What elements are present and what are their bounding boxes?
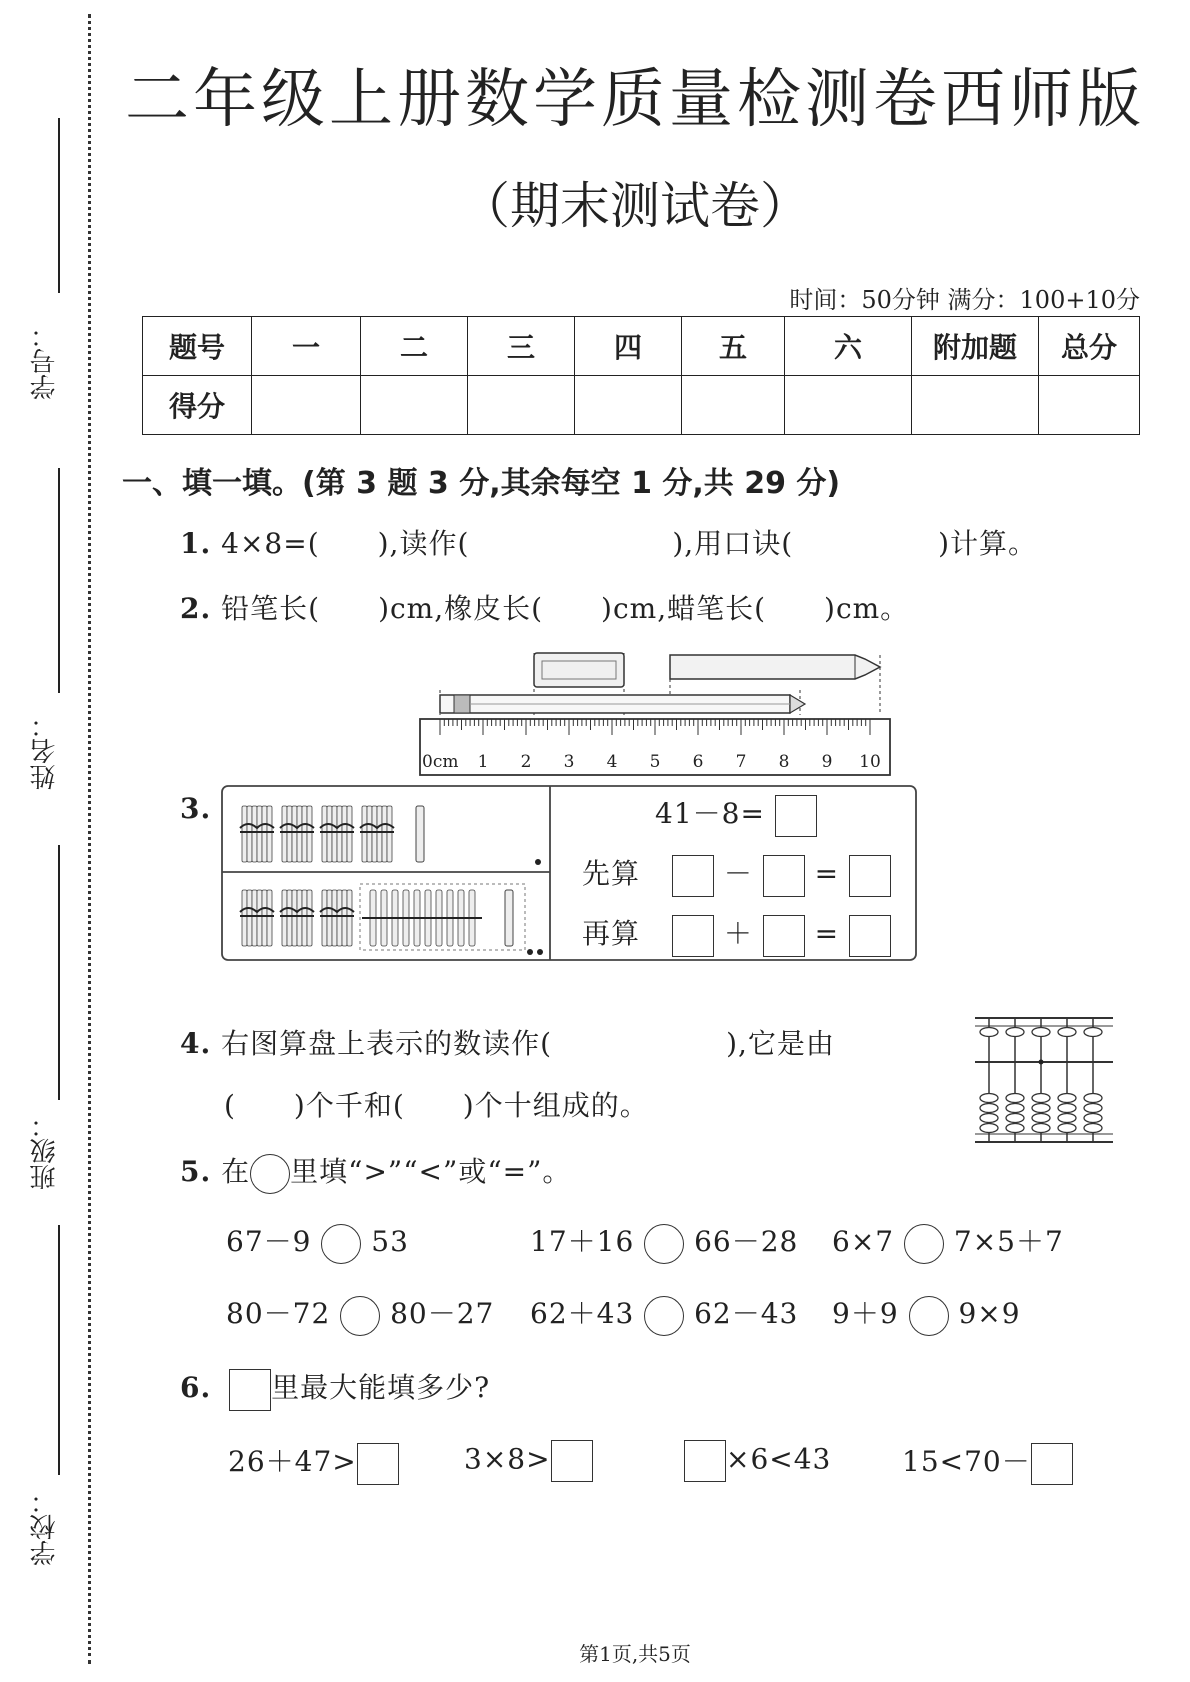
score-cell[interactable] (575, 376, 682, 435)
score-header-cell: 三 (468, 317, 575, 376)
question-3-number: 3. (180, 792, 212, 825)
score-cell[interactable] (1039, 376, 1140, 435)
ruler-tick-label: 10 (859, 752, 881, 772)
abacus-bead (1084, 1028, 1102, 1037)
question-2 (180, 587, 909, 627)
eraser (534, 653, 624, 687)
q5-right-expr: 53 (371, 1225, 409, 1258)
ruler-tick-label: 4 (606, 752, 618, 772)
q5-right-expr: 66－28 (694, 1225, 799, 1258)
score-cell[interactable] (252, 376, 361, 435)
abacus-bead (980, 1094, 998, 1103)
answer-box[interactable] (763, 855, 805, 897)
compare-circle[interactable] (321, 1224, 361, 1264)
question-text: 4×8=( ),读作( ),用口诀( )计算。 (221, 527, 1038, 560)
stick-bundle (320, 806, 354, 862)
school-label: 学校： (30, 1488, 60, 1566)
section-heading: 一、填一填。(第 3 题 3 分,其余每空 1 分,共 29 分) (122, 466, 841, 501)
crayon (670, 655, 880, 679)
score-header-cell: 六 (785, 317, 912, 376)
q3-step1-label: 先算 (582, 857, 641, 890)
q6-pre: 15<70－ (902, 1445, 1031, 1478)
q3-step2 (582, 912, 891, 957)
q5-right-expr: 80－27 (390, 1297, 495, 1330)
page-title: 二年级上册数学质量检测卷西师版 (125, 63, 1145, 137)
circle-symbol (250, 1154, 290, 1194)
q5-left-expr: 17＋16 (530, 1225, 635, 1258)
abacus-bead (1006, 1028, 1024, 1037)
q5-instr-post: 里填“>”“<”或“=”。 (290, 1155, 572, 1188)
abacus-bead (1084, 1124, 1102, 1133)
abacus-bead (1084, 1104, 1102, 1113)
q5-item (226, 1220, 409, 1264)
q3-equation (655, 792, 817, 837)
q5-item (226, 1292, 494, 1336)
score-table-score-row (143, 376, 1140, 435)
ruler-tick-label: 5 (649, 752, 661, 772)
question-text: 右图算盘上表示的数读作( ),它是由 (221, 1027, 835, 1060)
answer-box[interactable] (357, 1443, 399, 1485)
equals-sign: = (814, 917, 840, 950)
q3-step1 (582, 852, 891, 897)
compare-circle[interactable] (904, 1224, 944, 1264)
class-line (58, 845, 60, 1100)
abacus-bead (1032, 1094, 1050, 1103)
time-info: 时间：50分钟 满分：100+10分 (789, 286, 1140, 314)
answer-box[interactable] (763, 915, 805, 957)
ruler-tick-label: 8 (778, 752, 790, 772)
ruler-tick-label: 2 (520, 752, 532, 772)
score-table (142, 316, 1140, 435)
question-number: 5. (180, 1155, 212, 1188)
compare-circle[interactable] (909, 1296, 949, 1336)
q6-item (902, 1440, 1073, 1485)
binding-dotted-line (88, 14, 91, 1664)
q5-right-expr: 7×5＋7 (953, 1225, 1064, 1258)
score-cell[interactable] (468, 376, 575, 435)
q5-left-expr: 6×7 (832, 1225, 895, 1258)
score-cell[interactable] (361, 376, 468, 435)
q6-item (684, 1440, 831, 1482)
abacus-bead (1058, 1104, 1076, 1113)
score-header-cell: 二 (361, 317, 468, 376)
box-symbol (229, 1369, 271, 1411)
stick-bundle (280, 806, 314, 862)
q5-left-expr: 9＋9 (832, 1297, 899, 1330)
score-header-cell: 五 (682, 317, 785, 376)
abacus-bead (1032, 1104, 1050, 1113)
abacus-bead (1006, 1104, 1024, 1113)
question-text: 铅笔长( )cm,橡皮长( )cm,蜡笔长( )cm。 (221, 592, 910, 625)
q5-right-expr: 62－43 (694, 1297, 799, 1330)
abacus-bead (1032, 1124, 1050, 1133)
abacus-bead (1058, 1094, 1076, 1103)
ruler-illustration (410, 645, 900, 780)
school-line (58, 1225, 60, 1475)
score-cell[interactable] (785, 376, 912, 435)
question-6 (180, 1366, 490, 1411)
stick-bundle (280, 890, 314, 946)
answer-box[interactable] (672, 855, 714, 897)
q5-right-expr: 9×9 (958, 1297, 1021, 1330)
stick-bundles-bottom (240, 890, 354, 946)
abacus-bead (1032, 1114, 1050, 1123)
stick-bundle (240, 806, 274, 862)
loose-stick (505, 890, 513, 946)
abacus-bead (1084, 1094, 1102, 1103)
q6-post: ×6<43 (726, 1442, 832, 1476)
abacus-bead (1058, 1114, 1076, 1123)
ruler-start-label: 0cm (422, 752, 459, 772)
ruler-tick-label: 3 (563, 752, 575, 772)
score-header-cell: 四 (575, 317, 682, 376)
q6-instr: 里最大能填多少? (271, 1371, 491, 1404)
student-id-label: 学号： (30, 322, 60, 400)
q5-item (832, 1220, 1064, 1264)
q5-item (832, 1292, 1021, 1336)
compare-circle[interactable] (644, 1296, 684, 1336)
answer-box[interactable] (775, 795, 817, 837)
plus-sign: ＋ (723, 917, 753, 950)
answer-box[interactable] (551, 1440, 593, 1482)
score-cell[interactable] (912, 376, 1039, 435)
equals-sign: = (814, 857, 840, 890)
stick-bundle (320, 890, 354, 946)
abacus-bead (980, 1114, 998, 1123)
score-header-cell: 附加题 (912, 317, 1039, 376)
abacus-bead (1006, 1114, 1024, 1123)
q5-left-expr: 80－72 (226, 1297, 331, 1330)
answer-box[interactable] (849, 915, 891, 957)
score-header-cell: 总分 (1039, 317, 1140, 376)
ruler-tick-label: 6 (692, 752, 704, 772)
minus-sign: － (723, 857, 753, 890)
q6-pre: 26＋47> (228, 1445, 357, 1478)
q5-item (530, 1220, 798, 1264)
question-number: 1. (180, 527, 212, 560)
compare-circle[interactable] (644, 1224, 684, 1264)
q6-item (464, 1440, 593, 1482)
single-stick (416, 806, 424, 862)
abacus-bead (1084, 1114, 1102, 1123)
q3-step2-label: 再算 (582, 917, 641, 950)
q5-left-expr: 62＋43 (530, 1297, 635, 1330)
abacus-bead (1058, 1124, 1076, 1133)
abacus-bead (1032, 1028, 1050, 1037)
stick-bundle (240, 890, 274, 946)
q5-instr-pre: 在 (221, 1155, 251, 1188)
name-line (58, 468, 60, 693)
question-1 (180, 522, 1037, 562)
abacus-bead (980, 1104, 998, 1113)
score-header-cell: 题号 (143, 317, 252, 376)
question-number: 4. (180, 1027, 212, 1060)
ruler-tick-label: 9 (821, 752, 833, 772)
answer-box[interactable] (849, 855, 891, 897)
score-cell[interactable] (682, 376, 785, 435)
q6-pre: 3×8> (464, 1442, 551, 1476)
ruler-tick-label: 7 (735, 752, 747, 772)
page-footer: 第1页,共5页 (579, 1642, 691, 1666)
page-subtitle: （期末测试卷） (460, 177, 810, 235)
abacus-bead (980, 1028, 998, 1037)
score-header-cell: 一 (252, 317, 361, 376)
score-table-header-row (143, 317, 1140, 376)
name-label: 姓名： (30, 712, 60, 790)
ruler-tick-label: 1 (477, 752, 489, 772)
abacus-bead (980, 1124, 998, 1133)
q6-item (228, 1440, 399, 1485)
answer-box[interactable] (1031, 1443, 1073, 1485)
q5-item (530, 1292, 798, 1336)
abacus-bead (1058, 1028, 1076, 1037)
abacus-bead (1006, 1124, 1024, 1133)
question-number: 2. (180, 592, 212, 625)
question-4-line2: ( )个千和( )个十组成的。 (224, 1089, 649, 1122)
abacus-illustration (975, 1012, 1113, 1148)
score-row-label: 得分 (143, 376, 252, 435)
class-label: 班级： (30, 1112, 60, 1190)
q5-left-expr: 67－9 (226, 1225, 312, 1258)
abacus-bead (1006, 1094, 1024, 1103)
q3-equation-text: 41－8= (655, 797, 765, 830)
stick-bundle (360, 806, 394, 862)
question-number: 6. (180, 1371, 212, 1404)
question-4 (180, 1022, 835, 1062)
compare-circle[interactable] (340, 1296, 380, 1336)
question-5 (180, 1150, 571, 1194)
answer-box[interactable] (672, 915, 714, 957)
answer-box[interactable] (684, 1440, 726, 1482)
